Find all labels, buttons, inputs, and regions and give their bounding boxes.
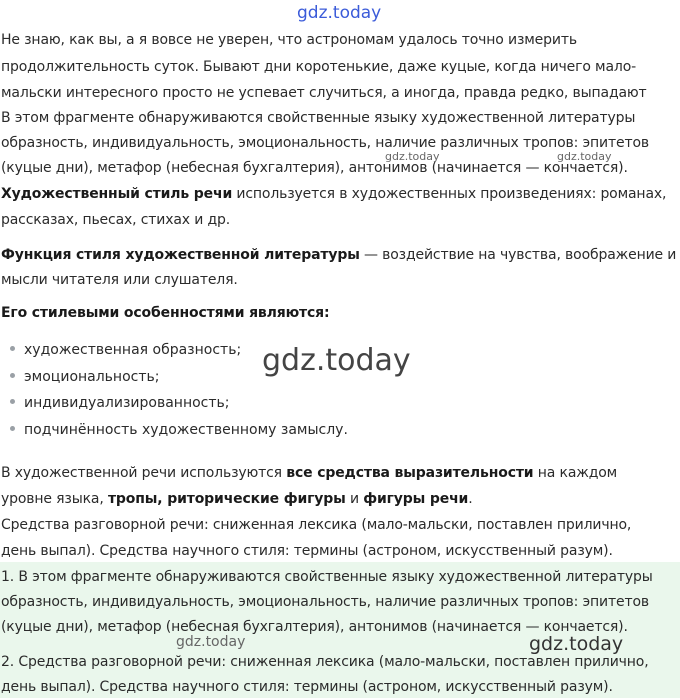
list-item-text: подчинённость художественному замыслу. (24, 422, 348, 438)
intro-line-3: мальски интересного просто не успевает случиться, а иногда, правда редко, выпадают (1, 85, 647, 101)
list-item-text: эмоциональность; (24, 369, 160, 385)
style-definition-text: используется в художественных произведениях: романах, (232, 186, 667, 202)
means-text-1: В художественной речи используются (1, 465, 287, 481)
answer-line-1: 1. В этом фрагменте обнаруживаются свойственные языку художественной литературы (1, 569, 653, 585)
watermark-center: gdz.today (262, 343, 411, 378)
list-item (10, 390, 230, 416)
means-text-3: уровне языка, (1, 491, 108, 507)
style-definition-term: Художественный стиль речи (1, 186, 233, 202)
answer-line-4: 2. Средства разговорной речи: сниженная лексика (мало-мальски, поставлен прилично, (1, 654, 649, 670)
means-line-2 (1, 486, 677, 512)
means-bold-3: фигуры речи (363, 491, 469, 507)
bullet-dot-icon (10, 426, 15, 431)
intro-line-2: продолжительность суток. Бывают дни коротенькие, даже куцые, когда ничего мало- (1, 59, 637, 75)
watermark-bottom-right: gdz.today (529, 633, 624, 655)
intro-line-5: образность, индивидуальность, эмоциональность, наличие различных тропов: эпитетов (1, 135, 649, 151)
watermark-small-2: gdz.today (557, 150, 612, 163)
intro-line-1: Не знаю, как вы, а я вовсе не уверен, что астрономам удалось точно измерить (1, 32, 577, 48)
means-bold-1: все средства выразительности (286, 465, 534, 481)
means-line-4: день выпал). Средства научного стиля: термины (астроном, искусственный разум). (1, 543, 613, 559)
means-text-2: на каждом (533, 465, 618, 481)
watermark-small-1: gdz.today (385, 150, 440, 163)
function-definition-line-2: мысли читателя или слушателя. (1, 272, 238, 288)
style-definition-line-1 (1, 181, 677, 207)
list-item-text: индивидуализированность; (24, 395, 230, 411)
function-definition-line-1 (1, 242, 677, 268)
answer-line-5: день выпал). Средства научного стиля: термины (астроном, искусственный разум). (1, 679, 613, 695)
list-item (10, 337, 241, 363)
watermark-top: gdz.today (297, 3, 382, 23)
watermark-bottom-left: gdz.today (176, 634, 246, 650)
answer-line-3: (куцые дни), метафор (небесная бухгалтерия), антонимов (начинается — кончается). (1, 619, 628, 635)
bullet-dot-icon (10, 373, 15, 378)
list-item (10, 417, 348, 443)
answer-block (0, 562, 680, 698)
means-line-3: Средства разговорной речи: сниженная лексика (мало-мальски, поставлен прилично, (1, 517, 632, 533)
intro-line-6: (куцые дни), метафор (небесная бухгалтерия), антонимов (начинается — кончается). (1, 160, 628, 176)
means-bold-2: тропы, риторические фигуры (107, 491, 346, 507)
means-text-4: и (345, 491, 364, 507)
means-line-1 (1, 460, 677, 486)
style-definition-line-2: рассказах, пьесах, стихах и др. (1, 212, 231, 228)
intro-line-4: В этом фрагменте обнаруживаются свойственные языку художественной литературы (1, 110, 636, 126)
list-item (10, 364, 159, 390)
bullet-dot-icon (10, 399, 15, 404)
means-text-5: . (468, 491, 473, 507)
answer-line-2: образность, индивидуальность, эмоциональность, наличие различных тропов: эпитетов (1, 594, 649, 610)
function-definition-term: Функция стиля художественной литературы (1, 247, 360, 263)
features-heading: Его стилевыми особенностями являются: (1, 305, 330, 321)
bullet-dot-icon (10, 346, 15, 351)
list-item-text: художественная образность; (24, 342, 242, 358)
function-definition-text: — воздействие на чувства, воображение и (359, 247, 677, 263)
